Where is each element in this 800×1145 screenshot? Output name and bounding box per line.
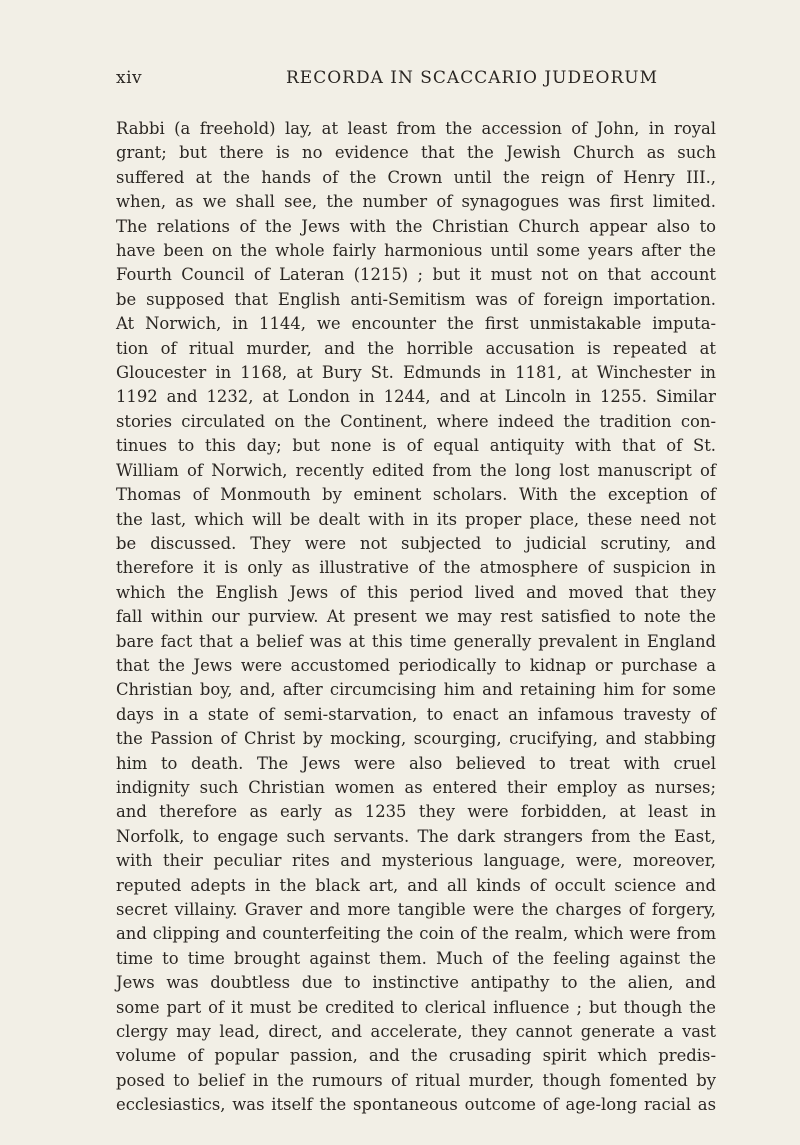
text-line: 1192 and 1232, at London in 1244, and at Lincoln in 1255. Similar [116, 387, 716, 407]
text-line: secret villainy. Graver and more tangible were the charges of forgery, [116, 900, 716, 919]
text-line: tion of ritual murder, and the horrible accusation is repeated at [116, 338, 716, 358]
text-line: William of Norwich, recently edited from the long lost manuscript of [116, 460, 716, 480]
text-line: Jews was doubtless due to instinctive antipathy to the alien, and [116, 973, 716, 993]
text-line: time to time brought against them. Much of the feeling against the [116, 948, 716, 968]
text-line: reputed adepts in the black art, and all kinds of occult science and [116, 875, 716, 895]
text-line: that the Jews were accustomed periodically to kidnap or purchase a [116, 655, 716, 675]
text-line: grant; but there is no evidence that the Jewish Church as such [116, 143, 716, 163]
text-line: when, as we shall see, the number of synagogues was first limited. [116, 192, 716, 212]
text-line: the Passion of Christ by mocking, scourging, crucifying, and stabbing [116, 729, 716, 749]
text-line: and clipping and counterfeiting the coin of the realm, which were from [116, 924, 716, 944]
text-line: indignity such Christian women as entered their employ as nurses; [116, 777, 716, 797]
text-line: bare fact that a belief was at this time generally prevalent in England [116, 631, 716, 651]
text-line: and therefore as early as 1235 they were forbidden, at least in [116, 802, 716, 822]
text-line: tinues to this day; but none is of equal antiquity with that of St. [116, 436, 716, 456]
text-line: ecclesiastics, was itself the spontaneous outcome of age-long racial as [116, 1095, 716, 1115]
text-line: days in a state of semi-starvation, to enact an infamous travesty of [116, 704, 716, 724]
body-text [116, 117, 716, 1118]
text-line: The relations of the Jews with the Christian Church appear also to [116, 216, 716, 236]
text-line: posed to belief in the rumours of ritual murder, though fomented by [116, 1070, 716, 1090]
text-line: At Norwich, in 1144, we encounter the first unmistakable imputa- [116, 314, 716, 334]
text-line: the last, which will be dealt with in its proper place, these need not [116, 509, 716, 529]
text-line: clergy may lead, direct, and accelerate, they cannot generate a vast [116, 1022, 716, 1042]
text-line: therefore it is only as illustrative of the atmosphere of suspicion in [116, 558, 716, 578]
text-line: Gloucester in 1168, at Bury St. Edmunds in 1181, at Winchester in [116, 363, 716, 383]
text-line: be supposed that English anti-Semitism was of foreign importation. [116, 289, 716, 309]
text-line: Christian boy, and, after circumcising him and retaining him for some [116, 680, 716, 700]
text-line: suffered at the hands of the Crown until the reign of Henry III., [116, 167, 716, 187]
text-line: be discussed. They were not subjected to judicial scrutiny, and [116, 533, 716, 553]
text-line: fall within our purview. At present we may rest satisfied to note the [116, 607, 716, 627]
text-line: have been on the whole fairly harmonious until some years after the [116, 241, 716, 261]
text-line: Rabbi (a freehold) lay, at least from the accession of John, in royal [116, 119, 716, 138]
text-line: Fourth Council of Lateran (1215) ; but it must not on that account [116, 265, 716, 285]
text-line: stories circulated on the Continent, where indeed the tradition con- [116, 411, 716, 431]
text-line: him to death. The Jews were also believed to treat with cruel [116, 753, 716, 773]
running-title: RECORDA IN SCACCARIO JUDEORUM [286, 68, 658, 88]
text-line: which the English Jews of this period lived and moved that they [116, 582, 716, 602]
text-line: Norfolk, to engage such servants. The dark strangers from the East, [116, 826, 716, 846]
text-line: with their peculiar rites and mysterious language, were, moreover, [116, 851, 716, 871]
text-line: volume of popular passion, and the crusading spirit which predis- [116, 1046, 716, 1066]
text-line: some part of it must be credited to clerical influence ; but though the [116, 997, 716, 1017]
text-line: Thomas of Monmouth by eminent scholars. With the exception of [116, 485, 716, 505]
page-number: xiv [116, 68, 143, 88]
